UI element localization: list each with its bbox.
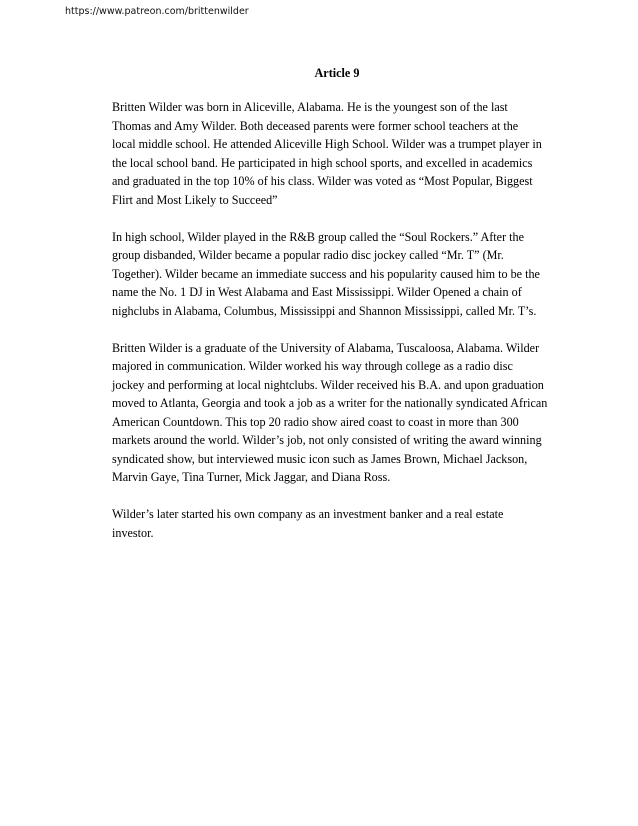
- text-line: moved to Atlanta, Georgia and took a job as a writer for the nationally syndicated African: [112, 396, 548, 410]
- text-line: the local school band. He participated in high school sports, and excelled in academics: [112, 155, 533, 170]
- header-url: https://www.patreon.com/brittenwilder: [65, 6, 249, 17]
- text-line: syndicated show, but interviewed music icon such as James Brown, Michael Jackson,: [112, 451, 528, 466]
- paragraph-university: [112, 339, 548, 487]
- text-line: investor.: [112, 525, 154, 540]
- text-line: In high school, Wilder played in the R&B group called the “Soul Rockers.” After the: [112, 229, 524, 244]
- text-line: Britten Wilder was born in Aliceville, Alabama. He is the youngest son of the last: [112, 100, 508, 114]
- text-line: Thomas and Amy Wilder. Both deceased parents were former school teachers at the: [112, 118, 519, 133]
- text-line: name the No. 1 DJ in West Alabama and East Mississippi. Wilder Opened a chain of: [112, 285, 522, 299]
- text-line: nighclubs in Alabama, Columbus, Mississippi and Shannon Mississippi, called Mr. T’s.: [112, 303, 537, 318]
- text-line: jockey and performing at local nightclubs. Wilder received his B.A. and upon graduation: [112, 377, 544, 392]
- text-line: group disbanded, Wilder became a popular radio disc jockey called “Mr. T” (Mr.: [112, 248, 504, 262]
- text-line: majored in communication. Wilder worked his way through college as a radio disc: [112, 359, 513, 373]
- text-line: Marvin Gaye, Tina Turner, Mick Jaggar, and Diana Ross.: [112, 470, 391, 484]
- paragraph-later-career: [112, 505, 540, 542]
- text-line: Wilder’s later started his own company as an investment banker and a real estate: [112, 507, 504, 521]
- text-line: American Countdown. This top 20 radio show aired coast to coast in more than 300: [112, 414, 519, 429]
- article-title: Article 9: [314, 66, 360, 80]
- text-line: Britten Wilder is a graduate of the University of Alabama, Tuscaloosa, Alabama. Wilder: [112, 340, 540, 355]
- text-line: local middle school. He attended Aliceville High School. Wilder was a trumpet player in: [112, 137, 542, 151]
- paragraph-high-school: [112, 228, 540, 321]
- text-line: markets around the world. Wilder’s job, not only consisted of writing the award winning: [112, 433, 542, 447]
- text-line: Flirt and Most Likely to Succeed”: [112, 192, 278, 207]
- article-body: [112, 98, 548, 561]
- text-line: and graduated in the top 10% of his class. Wilder was voted as “Most Popular, Biggest: [112, 174, 533, 188]
- paragraph-birth: [112, 98, 540, 209]
- text-line: Together). Wilder became an immediate success and his popularity caused him to be the: [112, 266, 540, 281]
